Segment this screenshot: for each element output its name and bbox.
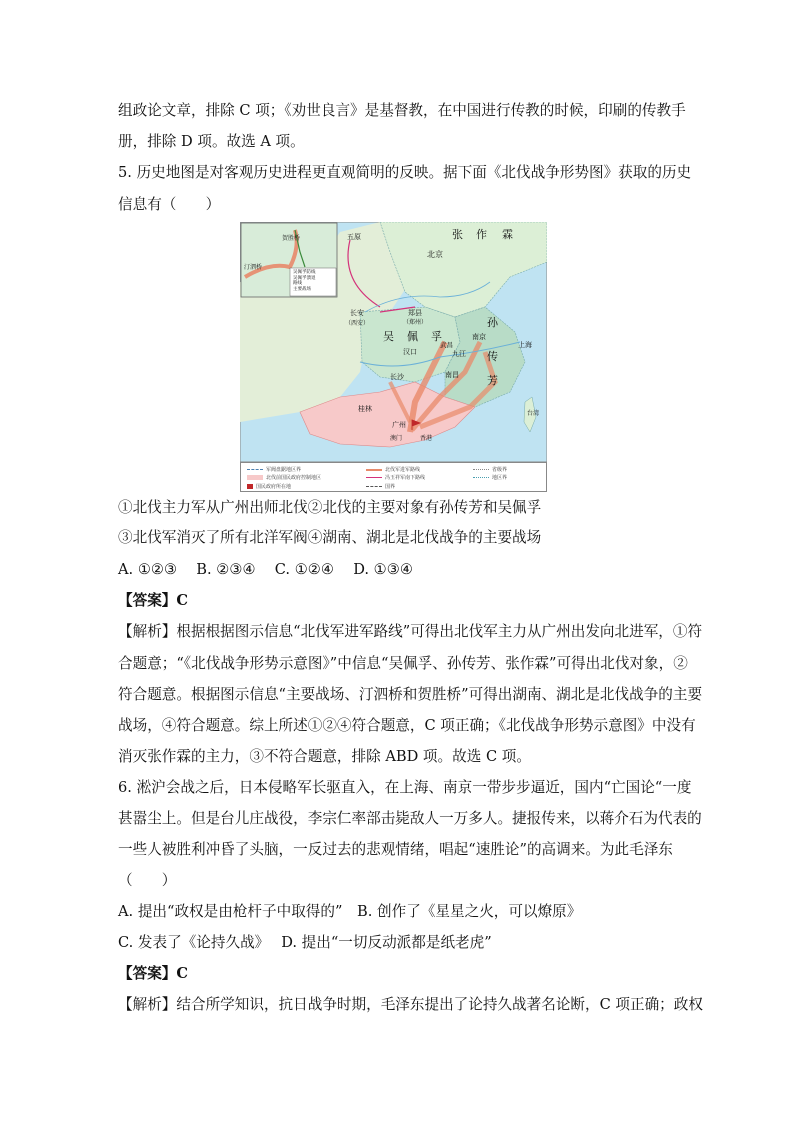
map-label: 芳 [487,374,498,387]
legend-item: 国民政府所在地 [247,483,291,490]
map-label: 广州 [392,421,406,429]
inset-legend: 吴佩孚防线 吴佩孚溃退 路线 主要战场 [293,270,316,292]
map-label: 澳门 [390,435,403,442]
legend-item: 冯玉祥军南下路线 [366,474,425,481]
question-6-stem: 甚嚣尘上。但是台儿庄战役，李宗仁率部击毙敌人一万多人。捷报传来，以蒋介石为代表的 [118,810,702,827]
question-6-stem: 一些人被胜利冲昏了头脑，一反过去的悲观情绪，唱起“速胜论”的高调来。为此毛泽东 [118,841,673,858]
map-label: 桂林 [358,405,372,413]
question-6-choices: C. 发表了《论持久战》 D. 提出“一切反动派都是纸老虎” [118,934,492,951]
map-label: 郑县 [408,309,422,317]
northern-expedition-map [240,222,547,462]
map-legend [240,462,547,492]
question-5-statement: ①北伐主力军从广州出师北伐②北伐的主要对象有孙传芳和吴佩孚 [118,499,542,516]
map-label: 五原 [347,233,361,241]
question-5-choices: A. ①②③ B. ②③④ C. ①②④ D. ①③④ [118,561,413,578]
map-label: （西安） [345,320,370,327]
question-5-explanation: 符合题意。根据图示信息“主要战场、汀泗桥和贺胜桥”可得出湖南、湖北是北伐战争的主要 [118,686,703,703]
question-5-stem: 5. 历史地图是对客观历史进程更直观简明的反映。据下面《北伐战争形势图》获取的历史 [118,164,692,181]
legend-item: 地区界 [473,474,507,481]
question-6-explanation: 【解析】结合所学知识，抗日战争时期，毛泽东提出了论持久战著名论断，C 项正确；政权 [118,996,703,1013]
question-6-stem: 6. 淞沪会战之后，日本侵略军长驱直入，在上海、南京一带步步逼近，国内“亡国论“一度 [118,779,692,796]
map-label: 贺胜桥 [282,235,301,242]
map-label: 长沙 [390,373,404,381]
question-5-explanation: 消灭张作霖的主力，③不符合题意，排除 ABD 项。故选 C 项。 [118,748,531,765]
map-label: 九江 [452,350,466,358]
map-label: 上海 [518,341,532,349]
map-label: 佩 [407,330,418,343]
map-label: 武昌 [440,341,453,349]
legend-item: 国界 [366,483,395,490]
map-label: 台湾 [527,410,540,417]
question-6-stem: （ ） [118,872,177,889]
legend-item: 北伐军进军路线 [366,466,420,473]
question-5-explanation: 【解析】根据根据图示信息“北伐军进军路线”可得出北伐军主力从广州出发向北进军，①符 [118,623,703,640]
map-label: （郑州） [403,319,428,326]
map-label: 南京 [472,333,486,341]
map-label: 汉口 [403,348,417,356]
map-label: 霖 [502,228,513,241]
map-label: 长安 [350,309,364,317]
map-label: 北京 [427,250,443,259]
question-5-stem: 信息有（ ） [118,196,221,213]
legend-item: 军阀盘踞地区界 [247,466,301,473]
map-label: 香港 [420,435,433,442]
legend-item: 北伐前国民政府控制地区 [247,474,321,481]
map-label: 张 [452,228,463,241]
legend-item: 省级界 [473,466,507,473]
question-5-explanation: 合题意；“《北伐战争形势示意图》”中信息“吴佩孚、孙传芳、张作霖”可得出北伐对象，② [118,655,688,672]
question-6-choices: A. 提出“政权是由枪杆子中取得的” B. 创作了《星星之火，可以燎原》 [118,903,582,920]
map-label: 作 [476,228,487,241]
question-5-answer: 【答案】C [118,592,188,609]
map-label: 汀泗桥 [244,264,263,271]
map-label: 孙 [487,316,498,329]
map-label: 孚 [431,330,442,343]
map-label: 吴 [383,330,394,343]
question-6-answer: 【答案】C [118,965,188,982]
map-label: 南昌 [445,371,459,379]
map-label: 传 [487,350,498,363]
text-line: 组政论文章，排除 C 项；《劝世良言》是基督教，在中国进行传教的时候，印刷的传教手 [118,102,686,119]
question-5-statement: ③北伐军消灭了所有北洋军阀④湖南、湖北是北伐战争的主要战场 [118,529,542,546]
question-5-explanation: 战场，④符合题意。综上所述①②④符合题意，C 项正确；《北伐战争形势示意图》中没有 [118,717,696,734]
text-line: 册，排除 D 项。故选 A 项。 [118,133,305,150]
